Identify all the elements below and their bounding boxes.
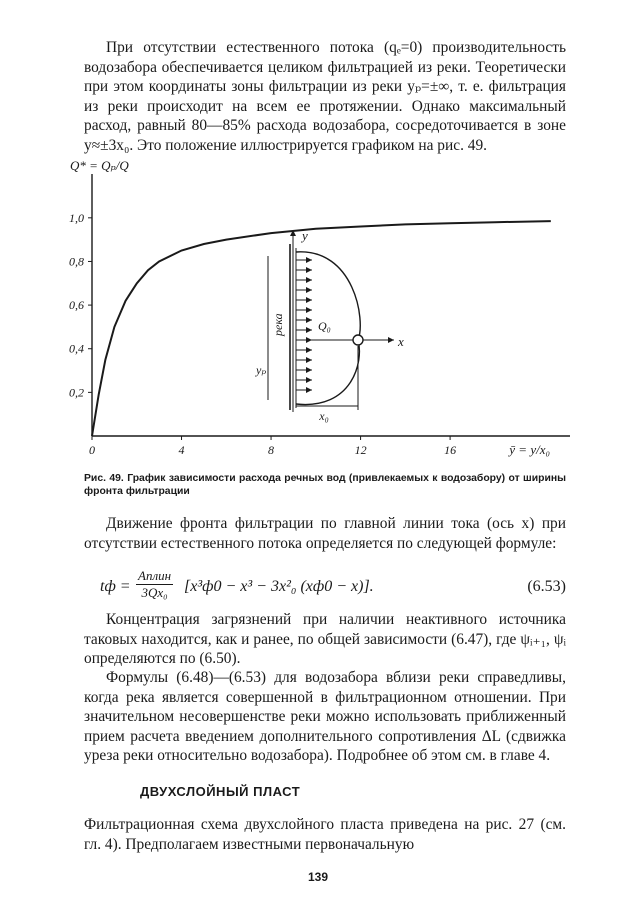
x-tick-label: 16 xyxy=(444,443,457,457)
inset-well xyxy=(353,335,363,345)
y-axis-label: Q* = Qₚ/Q xyxy=(70,158,129,173)
paragraph-1: При отсутствии естественного потока (qₑ=0) производительность водозабора обеспечивается целиком фильтрацией из реки. Теоретически при этом координаты зоны фильтрации из реки yₚ=±∞, т. е. фильтрация из реки происходит на всем ее протяжении. Однако максимальный расход, равный 80—85% расхода водозабора, сосредоточивается в зоне y≈±3x₀. Это положение иллюстрируется графиком на рис. 49. xyxy=(84,39,566,154)
chart-plot xyxy=(69,158,570,457)
y-tick-label: 0,8 xyxy=(69,254,84,269)
paragraph-3: Концентрация загрязнений при наличии неактивного источника таковых находится, как и ранее, по общей зависимости (6.47), где ψᵢ₊₁, ψᵢ определяются по (6.50). xyxy=(84,611,566,668)
y-tick-label: 0,2 xyxy=(69,385,84,400)
formula-denominator: 3Qx₀ xyxy=(141,585,168,600)
inset-y-label: y xyxy=(302,228,308,243)
y-tick-label: 0,6 xyxy=(69,298,84,313)
figure-49 xyxy=(48,158,588,468)
formula-fraction xyxy=(136,568,173,601)
formula-number: (6.53) xyxy=(527,578,566,595)
x-tick-label: 12 xyxy=(354,443,367,457)
y-tick-label: 0,4 xyxy=(69,341,84,356)
formula-rhs: [x³ф0 − x³ − 3x²₀ (xф0 − x)]. xyxy=(184,578,374,595)
x-tick-label: 8 xyxy=(268,443,275,457)
paragraph-5: Фильтрационная схема двухслойного пласта приведена на рис. 27 (см. гл. 4). Предполагаем известными первоначальную xyxy=(84,816,566,853)
section-heading: ДВУХСЛОЙНЫЙ ПЛАСТ xyxy=(140,784,301,799)
paragraph-2: Движение фронта фильтрации по главной линии тока (ось x) при отсутствии естественного потока определяется по следующей формуле: xyxy=(84,515,566,552)
page-number: 139 xyxy=(307,870,329,884)
inset-distance-label: x₀ xyxy=(319,409,329,423)
x-tick-label: 0 xyxy=(89,443,95,457)
y-tick-label: 1,0 xyxy=(69,210,84,225)
inset-width-label: yₚ xyxy=(256,363,267,377)
x-tick-label: 4 xyxy=(178,443,185,457)
formula-6-53 xyxy=(100,570,566,612)
formula-lhs: tф = xyxy=(100,578,131,595)
figure-caption: Рис. 49. График зависимости расхода речных вод (привлекаемых к водозабору) от ширины фронта фильтрации xyxy=(84,473,566,497)
inset-x-label: x xyxy=(398,334,404,349)
paragraph-4: Формулы (6.48)—(6.53) для водозабора вблизи реки справедливы, когда река является совершенной в фильтрационном отношении. При значительном несовершенстве реки можно использовать приближенный прием расчета введением дополнительного сопротивления ΔL (сдвижка уреза реки относительно водозабора). Подробнее об этом см. в главе 4. xyxy=(84,669,566,765)
inset-flow-label: Q₀ xyxy=(318,319,331,333)
inset-river-label: река xyxy=(271,313,285,336)
x-axis-label: ȳ = y/x₀ xyxy=(509,442,550,457)
formula-numerator: Aплин xyxy=(138,568,172,583)
